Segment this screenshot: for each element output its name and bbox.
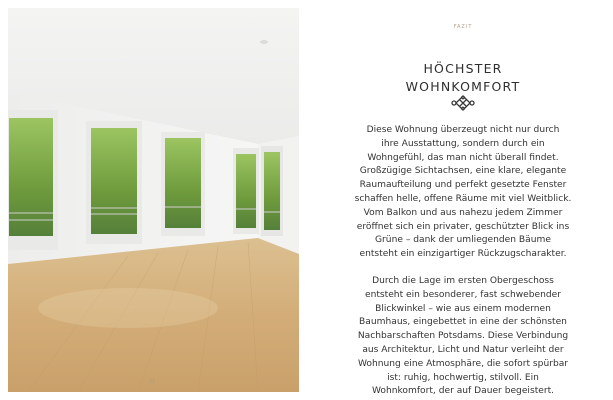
text-line: ist: ruhig, hochwertig, stilvoll. Ein: [387, 372, 539, 383]
text-line: Durch die Lage im ersten Obergeschoss: [372, 275, 554, 286]
text-line: schaffen helle, offene Räume mit viel Weitblick.: [354, 193, 572, 204]
text-line: Nachbarschaften Potsdams. Diese Verbindung: [357, 331, 569, 342]
page-title: [318, 60, 608, 96]
text-line: Diese Wohnung überzeugt nicht nur durch: [366, 125, 560, 135]
text-line: eröffnet sich ein privater, geschützter Blick ins: [356, 221, 570, 232]
text-line: Vom Balkon und aus nahezu jedem Zimmer: [363, 207, 563, 218]
text-line: ihre Ausstattung, sondern durch ein: [381, 138, 545, 149]
room-photo: [8, 8, 299, 392]
text-line: Wohnung eine Atmosphäre, die sofort spürbar: [357, 358, 569, 369]
section-kicker: FAZIT: [453, 24, 473, 30]
text-line: Wohngefühl, das man nicht überall findet.: [367, 152, 559, 163]
title-line: HÖCHSTER: [423, 61, 503, 77]
title-line: WOHNKOMFORT: [405, 79, 521, 95]
text-line: Baumhaus, eingebettet in eine der schönsten: [359, 317, 567, 328]
text-line: Großzügige Sichtachsen, eine klare, elegante: [359, 166, 567, 177]
body-text: [318, 124, 608, 399]
text-line: Raumaufteilung und perfekt gesetzte Fenster: [359, 180, 567, 191]
text-line: entsteht ein einzigartiger Rückzugscharakter.: [359, 249, 567, 260]
celtic-knot-icon: [451, 95, 475, 111]
text-line: Wohnkomfort, der auf Dauer begeistert.: [371, 386, 555, 397]
text-line: aus Architektur, Licht und Natur verleiht der: [362, 344, 564, 355]
paragraph-1: [318, 124, 608, 262]
paragraph-2: [318, 275, 608, 399]
text-line: entsteht ein besonderer, fast schwebender: [364, 289, 561, 300]
text-line: Grüne – dank der umliegenden Bäume: [375, 235, 551, 246]
page-number: 21: [149, 379, 156, 385]
text-line: Blickwinkel – wie aus einem modernen: [375, 303, 551, 314]
text-page: [318, 0, 613, 400]
